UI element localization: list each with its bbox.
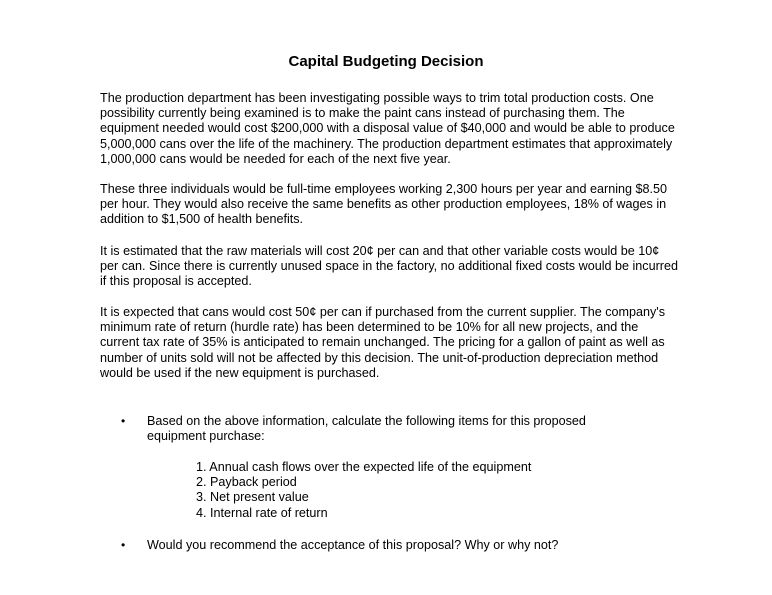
calculation-list [196,460,531,521]
bullet-text: Based on the above information, calculate the following items for this proposed equipment purchase: [147,414,586,444]
list-item: 3. Net present value [196,490,309,505]
paragraph-employees: These three individuals would be full-time employees working 2,300 hours per year and earning $8.50 per hour. They would also receive the same benefits as other production employees, 18% of wages in addition to $1,500 of health benefits. [100,182,668,227]
document-title: Capital Budgeting Decision [288,53,484,70]
bullet-text: Would you recommend the acceptance of this proposal? Why or why not? [147,538,559,552]
bullet-dot: • [121,414,126,428]
bullet-dot: • [121,538,126,552]
list-item: 4. Internal rate of return [196,505,328,520]
paragraph-variable-costs: It is estimated that the raw materials will cost 20¢ per can and that other variable costs would be 10¢ per can. Since there is currently unused space in the factory, no additional fixed costs would be incurred if this proposal is accepted. [100,244,679,289]
list-item: 2. Payback period [196,475,297,490]
list-item: 1. Annual cash flows over the expected life of the equipment [196,460,532,474]
paragraph-equipment: The production department has been investigating possible ways to trim total production costs. One possibility currently being examined is to make the paint cans instead of purchasing them. The equipment needed would cost $200,000 with a disposal value of $40,000 and would be able to produce 5,000,000 cans over the life of the machinery. The production department estimates that approximately 1,000,000 cans would be needed for each of the next five year. [100,91,675,166]
paragraph-supplier-cost: It is expected that cans would cost 50¢ per can if purchased from the current supplier. The company's minimum rate of return (hurdle rate) has been determined to be 10% for all new projects, and the current tax rate of 35% is anticipated to remain unchanged. The pricing for a gallon of paint as well as number of units sold will not be affected by this decision. The unit-of-production depreciation method would be used if the new equipment is purchased. [100,305,665,380]
